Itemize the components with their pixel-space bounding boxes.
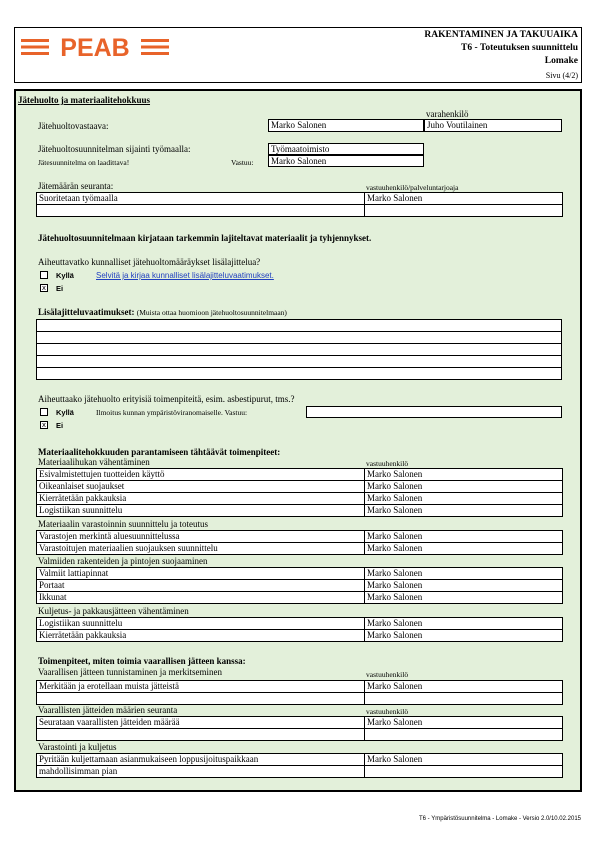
person-cell[interactable]: Marko Salonen [365,531,563,543]
person-cell[interactable]: Marko Salonen [365,754,563,766]
hazardous-title: Toimenpiteet, miten toimia vaarallisen jätteen kanssa: [38,656,246,666]
measures-table-2 [36,530,563,555]
hazardous-col-header: vastuuhenkilö [366,670,409,679]
person-cell[interactable]: Marko Salonen [365,592,563,604]
header-form-type: Lomake [544,56,578,66]
table-row [37,332,562,344]
table-row [37,681,563,693]
table-row [37,531,563,543]
table-row [37,493,563,505]
waste-tracking-table [36,192,563,217]
measures-table-3 [36,567,563,604]
task-cell[interactable]: Varastoitujen materiaalien suojauksen suunnittelu [37,543,365,555]
extra-sorting-table [36,319,562,380]
hazardous-table-2 [36,716,563,741]
person-cell[interactable]: Marko Salonen [365,493,563,505]
task-cell[interactable] [37,729,365,741]
task-cell[interactable]: Kierrätetään pakkauksia [37,630,365,642]
text-row[interactable] [37,332,562,344]
hazardous-group-3-title: Varastointi ja kuljetus [38,742,117,752]
table-row [37,754,563,766]
q2-responsible-field[interactable] [306,406,562,418]
q2-question: Aiheuttaako jätehuolto erityisiä toimenpiteitä, esim. asbestipurut, tms.? [38,394,295,404]
person-cell[interactable]: Marko Salonen [365,543,563,555]
hazardous-group-2-title: Vaarallisten jätteiden määrien seuranta [38,705,178,715]
table-row [37,717,563,729]
table-row [37,193,563,205]
table-row [37,356,562,368]
q1-yes-checkbox[interactable] [40,271,48,279]
table-row [37,729,563,741]
task-cell[interactable]: Seurataan vaarallisten jätteiden määrää [37,717,365,729]
text-row[interactable] [37,320,562,332]
section-title: Jätehuolto ja materiaalitehokkuus [18,95,151,105]
person-cell[interactable]: Marko Salonen [365,469,563,481]
person-cell[interactable]: Marko Salonen [365,481,563,493]
hazardous-table-1 [36,680,563,705]
responsible-field[interactable]: Marko Salonen [268,119,424,132]
hazardous-col-header-2: vastuuhenkilö [366,707,409,716]
task-cell[interactable]: Valmiit lattiapinnat [37,568,365,580]
task-cell[interactable]: mahdollisimman pian [37,766,365,778]
table-row [37,568,563,580]
waste-management-panel [14,89,582,792]
plan-required-note: Jätesuunnitelma on laadittava! [38,158,130,167]
task-cell[interactable]: Logistiikan suunnittelu [37,505,365,517]
waste-tracking-col-header: vastuuhenkilö/palveluntarjoaja [366,183,459,192]
person-cell[interactable] [365,205,563,217]
extra-sorting-note: (Muista ottaa huomioon jätehuoltosuunnitelmaan) [136,308,287,317]
deputy-label: varahenkilö [426,109,469,119]
task-cell[interactable] [37,693,365,705]
task-cell[interactable]: Pyritään kuljettamaan asianmukaiseen loppusijoituspaikkaan [37,754,365,766]
task-cell[interactable] [37,205,365,217]
measures-group-1-title: Materiaalihukan vähentäminen [38,457,150,467]
deputy-field[interactable]: Juho Voutilainen [424,119,562,132]
person-cell[interactable]: Marko Salonen [365,630,563,642]
extra-sorting-heading [38,307,287,318]
measures-group-3-title: Valmiiden rakenteiden ja pintojen suojaaminen [38,556,208,566]
table-row [37,618,563,630]
plan-location-field[interactable]: Työmaatoimisto [268,143,424,155]
table-row [37,693,563,705]
page-number: Sivu (4/2) [545,71,578,80]
peab-logo [21,35,169,59]
person-cell[interactable]: Marko Salonen [365,505,563,517]
person-cell[interactable]: Marko Salonen [365,580,563,592]
q2-yes-checkbox[interactable] [40,408,48,416]
task-cell[interactable]: Oikeanlaiset suojaukset [37,481,365,493]
waste-tracking-label: Jätemäärän seuranta: [38,181,114,191]
person-cell[interactable]: Marko Salonen [365,618,563,630]
task-cell[interactable]: Kierrätetään pakkauksia [37,493,365,505]
q2-notice: Ilmoitus kunnan ympäristöviranomaiselle. Vastuu: [96,408,248,417]
measures-col-header: vastuuhenkilö [366,459,409,468]
q2-yes-label: Kyllä [56,408,74,417]
plan-responsible-label: Vastuu: [231,158,254,167]
person-cell[interactable] [365,729,563,741]
task-cell[interactable]: Merkitään ja erotellaan muista jätteistä [37,681,365,693]
q2-no-label: Ei [56,421,64,430]
table-row [37,481,563,493]
q1-link[interactable]: Selvitä ja kirjaa kunnalliset lisälajitteluvaatimukset. [96,271,274,280]
task-cell[interactable]: Varastojen merkintä aluesuunnittelussa [37,531,365,543]
table-row [37,469,563,481]
q1-yes-label: Kyllä [56,271,74,280]
measures-table-4 [36,617,563,642]
plan-location-label: Jätehuoltosuunnitelman sijainti työmaalla: [38,144,191,154]
task-cell[interactable]: Esivalmistettujen tuotteiden käyttö [37,469,365,481]
page-footer: T6 - Ympäristösuunnitelma - Lomake - Versio 2.0/10.02.2015 [419,816,581,822]
table-row [37,368,562,380]
person-cell[interactable] [365,693,563,705]
table-row [37,205,563,217]
text-row[interactable] [37,344,562,356]
header-subtitle: T6 - Toteutuksen suunnittelu [461,43,578,53]
person-cell[interactable] [365,766,563,778]
q1-question: Aiheuttavatko kunnalliset jätehuoltomääräykset lisälajittelua? [38,257,261,267]
table-row [37,580,563,592]
extra-sorting-label: Lisälajitteluvaatimukset: [38,307,135,317]
table-row [37,320,562,332]
sorting-note: Jätehuoltosuunnitelmaan kirjataan tarkemmin lajiteltavat materiaalit ja tyhjennykset. [38,233,372,243]
measures-group-2-title: Materiaalin varastoinnin suunnittelu ja toteutus [38,519,208,529]
task-cell[interactable]: Suoritetaan työmaalla [37,193,365,205]
logo-text: PEAB [60,35,130,59]
form-header [14,27,582,83]
hazardous-table-3 [36,753,563,778]
plan-responsible-field[interactable]: Marko Salonen [268,155,424,167]
task-cell[interactable]: Logistiikan suunnittelu [37,618,365,630]
q1-no-label: Ei [56,284,64,293]
person-cell[interactable]: Marko Salonen [365,193,563,205]
responsible-label: Jätehuoltovastaava: [38,121,109,131]
q1-no-checkbox[interactable]: x [41,284,47,292]
table-row [37,592,563,604]
hazardous-group-1-title: Vaarallisen jätteen tunnistaminen ja merkitseminen [38,667,222,677]
person-cell[interactable]: Marko Salonen [365,681,563,693]
table-row [37,766,563,778]
table-row [37,630,563,642]
text-row[interactable] [37,356,562,368]
measures-group-4-title: Kuljetus- ja pakkausjätteen vähentäminen [38,606,189,616]
q2-no-checkbox[interactable]: x [41,421,47,429]
table-row [37,543,563,555]
table-row [37,505,563,517]
task-cell[interactable]: Portaat [37,580,365,592]
table-row [37,344,562,356]
measures-table-1 [36,468,563,517]
text-row[interactable] [37,368,562,380]
person-cell[interactable]: Marko Salonen [365,717,563,729]
person-cell[interactable]: Marko Salonen [365,568,563,580]
header-title: RAKENTAMINEN JA TAKUUAIKA [424,30,578,40]
task-cell[interactable]: Ikkunat [37,592,365,604]
measures-title: Materiaalitehokkuuden parantamiseen tähtäävät toimenpiteet: [38,447,281,457]
